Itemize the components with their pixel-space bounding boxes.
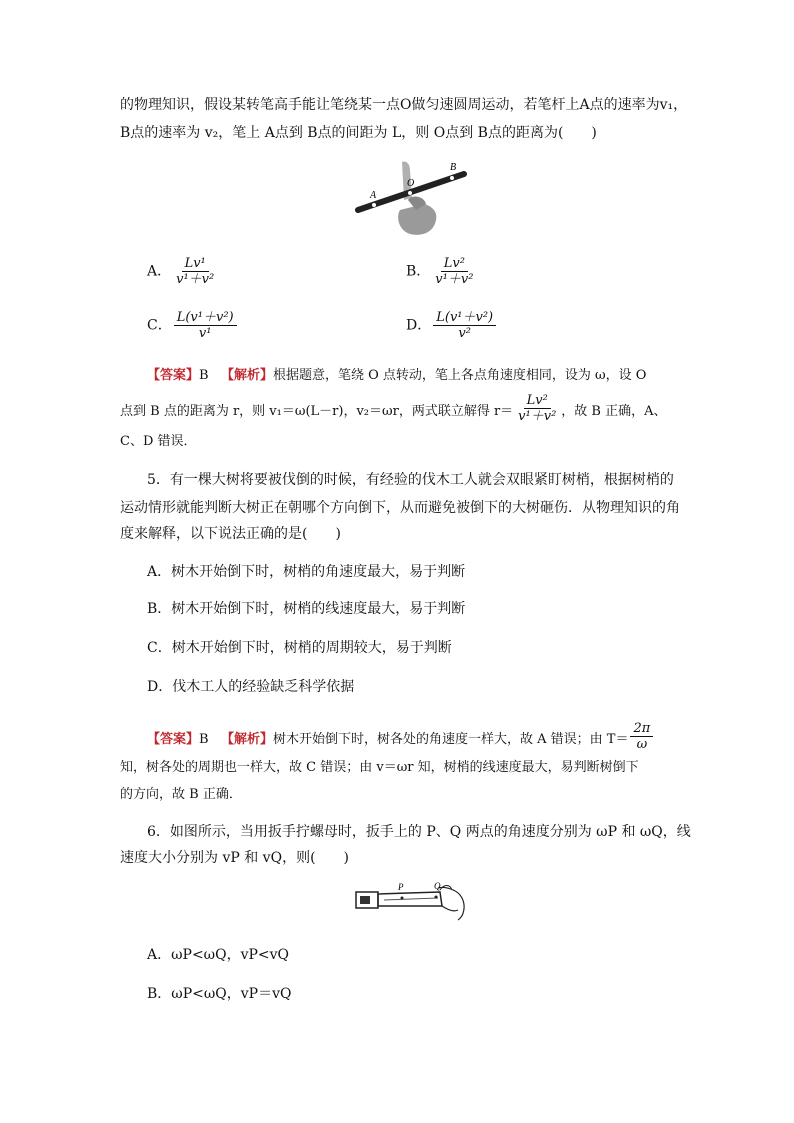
- q4-answer-line-2: [120, 393, 667, 427]
- q5-option-b: B．树木开始倒下时，树梢的线速度最大，易于判断: [147, 601, 466, 617]
- q4-option-d: [406, 310, 498, 341]
- q4-analysis-frac-num: Lv²: [524, 393, 551, 409]
- q6-stem-line-1: 6．如图所示，当用扳手拧螺母时，扳手上的 P、Q 两点的角速度分别为 ωP 和 ωQ，线: [147, 824, 691, 840]
- q4-answer-tag: 【答案】: [147, 368, 200, 383]
- q4-analysis-frac-den: v¹＋v²: [518, 409, 557, 424]
- q4-answer-line-1: [147, 366, 646, 386]
- wrench-figure: [354, 880, 468, 922]
- pen-label-a: A: [370, 190, 377, 201]
- q4-analysis-text-2: 点到 B 点的距离为 r，则 v₁＝ω(L－r)，v₂＝ωr，两式联立解得 r＝: [120, 404, 514, 419]
- q5-stem-line-1: 5．有一棵大树将要被伐倒的时候，有经验的伐木工人就会双眼紧盯树梢，根据树梢的: [147, 472, 674, 488]
- q4-option-a-den: v¹＋v²: [176, 272, 215, 287]
- q6-stem-line-2: 速度大小分别为 vP 和 vQ，则( ): [120, 850, 349, 866]
- q4-option-c-letter: C．: [147, 317, 172, 334]
- q4-option-b-num: Lv²: [441, 256, 468, 272]
- q4-option-b: [406, 256, 478, 287]
- wrench-label-p: P: [398, 882, 404, 892]
- q4-option-a: [147, 256, 219, 287]
- q4-option-a-letter: A．: [147, 263, 172, 280]
- q5-answer-line-3: 的方向，故 B 正确．: [120, 787, 242, 802]
- q4-option-c-den: v¹: [198, 326, 212, 341]
- q4-option-b-letter: B．: [406, 263, 431, 280]
- q4-option-c-num: L(v¹＋v²): [174, 310, 237, 326]
- q6-option-b: B．ωP<ωQ，vP＝vQ: [147, 986, 292, 1002]
- q5-option-d: D．伐木工人的经验缺乏科学依据: [147, 679, 355, 695]
- q5-analysis-frac-num: 2π: [630, 721, 653, 737]
- q5-analysis-text-1: 树木开始倒下时，树各处的角速度一样大，故 A 错误；由 T＝: [273, 732, 629, 747]
- q5-option-a: A．树木开始倒下时，树梢的角速度最大，易于判断: [147, 564, 466, 580]
- q5-answer-tag: 【答案】: [147, 732, 200, 747]
- pen-label-b: B: [450, 162, 457, 173]
- q4-option-a-num: Lv¹: [182, 256, 209, 272]
- q4-option-b-den: v¹＋v²: [435, 272, 474, 287]
- intro-line-2: B点的速率为 v₂，笔上 A点到 B点的间距为 L，则 O点到 B点的距离为( ): [120, 125, 597, 141]
- pen-label-o: O: [407, 178, 415, 189]
- q4-analysis-text-2b: ，故 B 正确，A、: [561, 404, 667, 419]
- q4-answer-value: B: [199, 368, 209, 383]
- q4-option-d-num: L(v¹＋v²): [433, 310, 496, 326]
- q5-answer-line-1: [147, 721, 655, 755]
- q4-analysis-text-1: 根据题意，笔绕 O 点转动，笔上各点角速度相同，设为 ω，设 O: [273, 368, 647, 383]
- q5-stem-line-3: 度来解释，以下说法正确的是( ): [120, 526, 341, 542]
- q6-option-a: A．ωP<ωQ，vP<vQ: [147, 947, 290, 963]
- q5-answer-line-2: 知，树各处的周期也一样大，故 C 错误；由 v＝ωr 知，树梢的线速度最大，易判断树倒下: [120, 760, 639, 775]
- q4-analysis-tag: 【解析】: [220, 368, 273, 383]
- q4-answer-line-3: C、D 错误．: [120, 434, 197, 449]
- q4-option-d-letter: D．: [406, 317, 432, 334]
- q4-option-d-den: v²: [458, 326, 471, 341]
- q5-analysis-frac-den: ω: [636, 737, 648, 752]
- wrench-label-q: Q: [434, 881, 441, 891]
- pen-rotation-figure: [352, 158, 470, 238]
- q5-analysis-tag: 【解析】: [220, 732, 273, 747]
- q5-option-c: C．树木开始倒下时，树梢的周期较大，易于判断: [147, 640, 452, 656]
- q4-option-c: [147, 310, 239, 341]
- q5-answer-value: B: [199, 732, 209, 747]
- q5-stem-line-2: 运动情形就能判断大树正在朝哪个方向倒下，从而避免被倒下的大树砸伤．从物理知识的角: [120, 500, 680, 516]
- intro-line-1: 的物理知识，假设某转笔高手能让笔绕某一点O做匀速圆周运动，若笔杆上A点的速率为v₁，: [120, 97, 688, 113]
